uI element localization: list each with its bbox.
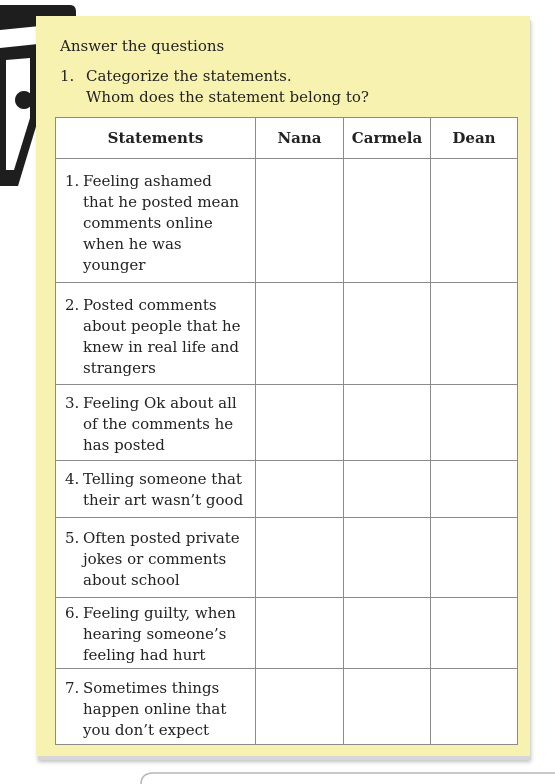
statement-cell [56, 283, 256, 385]
statement-number: 5. [65, 529, 80, 547]
question-1 [60, 66, 369, 108]
answer-cell-carmela[interactable] [344, 385, 431, 461]
header-statements: Statements [56, 118, 256, 159]
answer-cell-nana[interactable] [256, 159, 344, 283]
question-line-2: Whom does the statement belong to? [86, 88, 369, 106]
statement-text: Feeling guilty, when hearing someone’s feeling had hurt [83, 604, 236, 664]
statement-number: 7. [65, 679, 80, 697]
answer-cell-carmela[interactable] [344, 159, 431, 283]
answer-cell-dean[interactable] [431, 598, 518, 669]
statement-text: Telling someone that their art wasn’t good [83, 470, 244, 509]
answer-cell-dean[interactable] [431, 283, 518, 385]
table-row [56, 283, 518, 385]
statement-number: 3. [65, 394, 80, 412]
statement-cell [56, 461, 256, 518]
instruction-text: Answer the questions [60, 37, 225, 55]
answer-cell-nana[interactable] [256, 385, 344, 461]
table-row [56, 598, 518, 669]
answer-cell-carmela[interactable] [344, 518, 431, 598]
answer-cell-carmela[interactable] [344, 598, 431, 669]
statement-cell [56, 385, 256, 461]
statement-number: 4. [65, 470, 80, 488]
answer-cell-nana[interactable] [256, 598, 344, 669]
categorize-table [55, 117, 518, 745]
table-row [56, 461, 518, 518]
table-header-row [56, 118, 518, 159]
table-row [56, 669, 518, 745]
statement-cell [56, 518, 256, 598]
header-dean: Dean [431, 118, 518, 159]
statement-number: 1. [65, 172, 80, 190]
next-card-edge [140, 772, 555, 784]
statement-number: 2. [65, 296, 80, 314]
exercise-card [36, 16, 530, 756]
statement-cell [56, 598, 256, 669]
statement-text: Sometimes things happen online that you don’t expect [83, 679, 227, 739]
statement-text: Feeling ashamed that he posted mean comments online when he was younger [83, 172, 240, 274]
answer-cell-carmela[interactable] [344, 283, 431, 385]
answer-cell-dean[interactable] [431, 385, 518, 461]
header-nana: Nana [256, 118, 344, 159]
statement-cell [56, 669, 256, 745]
statement-text: Often posted private jokes or comments about school [83, 529, 240, 589]
answer-cell-nana[interactable] [256, 518, 344, 598]
answer-cell-dean[interactable] [431, 669, 518, 745]
table-row [56, 518, 518, 598]
statement-number: 6. [65, 604, 80, 622]
table-row [56, 385, 518, 461]
answer-cell-dean[interactable] [431, 518, 518, 598]
answer-cell-dean[interactable] [431, 159, 518, 283]
answer-cell-dean[interactable] [431, 461, 518, 518]
answer-cell-nana[interactable] [256, 669, 344, 745]
answer-cell-nana[interactable] [256, 461, 344, 518]
header-carmela: Carmela [344, 118, 431, 159]
statement-text: Posted comments about people that he knew in real life and strangers [83, 296, 241, 377]
answer-cell-carmela[interactable] [344, 669, 431, 745]
question-number: 1. [60, 67, 75, 85]
answer-cell-nana[interactable] [256, 283, 344, 385]
table-row [56, 159, 518, 283]
question-line-1: Categorize the statements. [86, 67, 292, 85]
answer-cell-carmela[interactable] [344, 461, 431, 518]
statement-text: Feeling Ok about all of the comments he has posted [83, 394, 237, 454]
statement-cell [56, 159, 256, 283]
